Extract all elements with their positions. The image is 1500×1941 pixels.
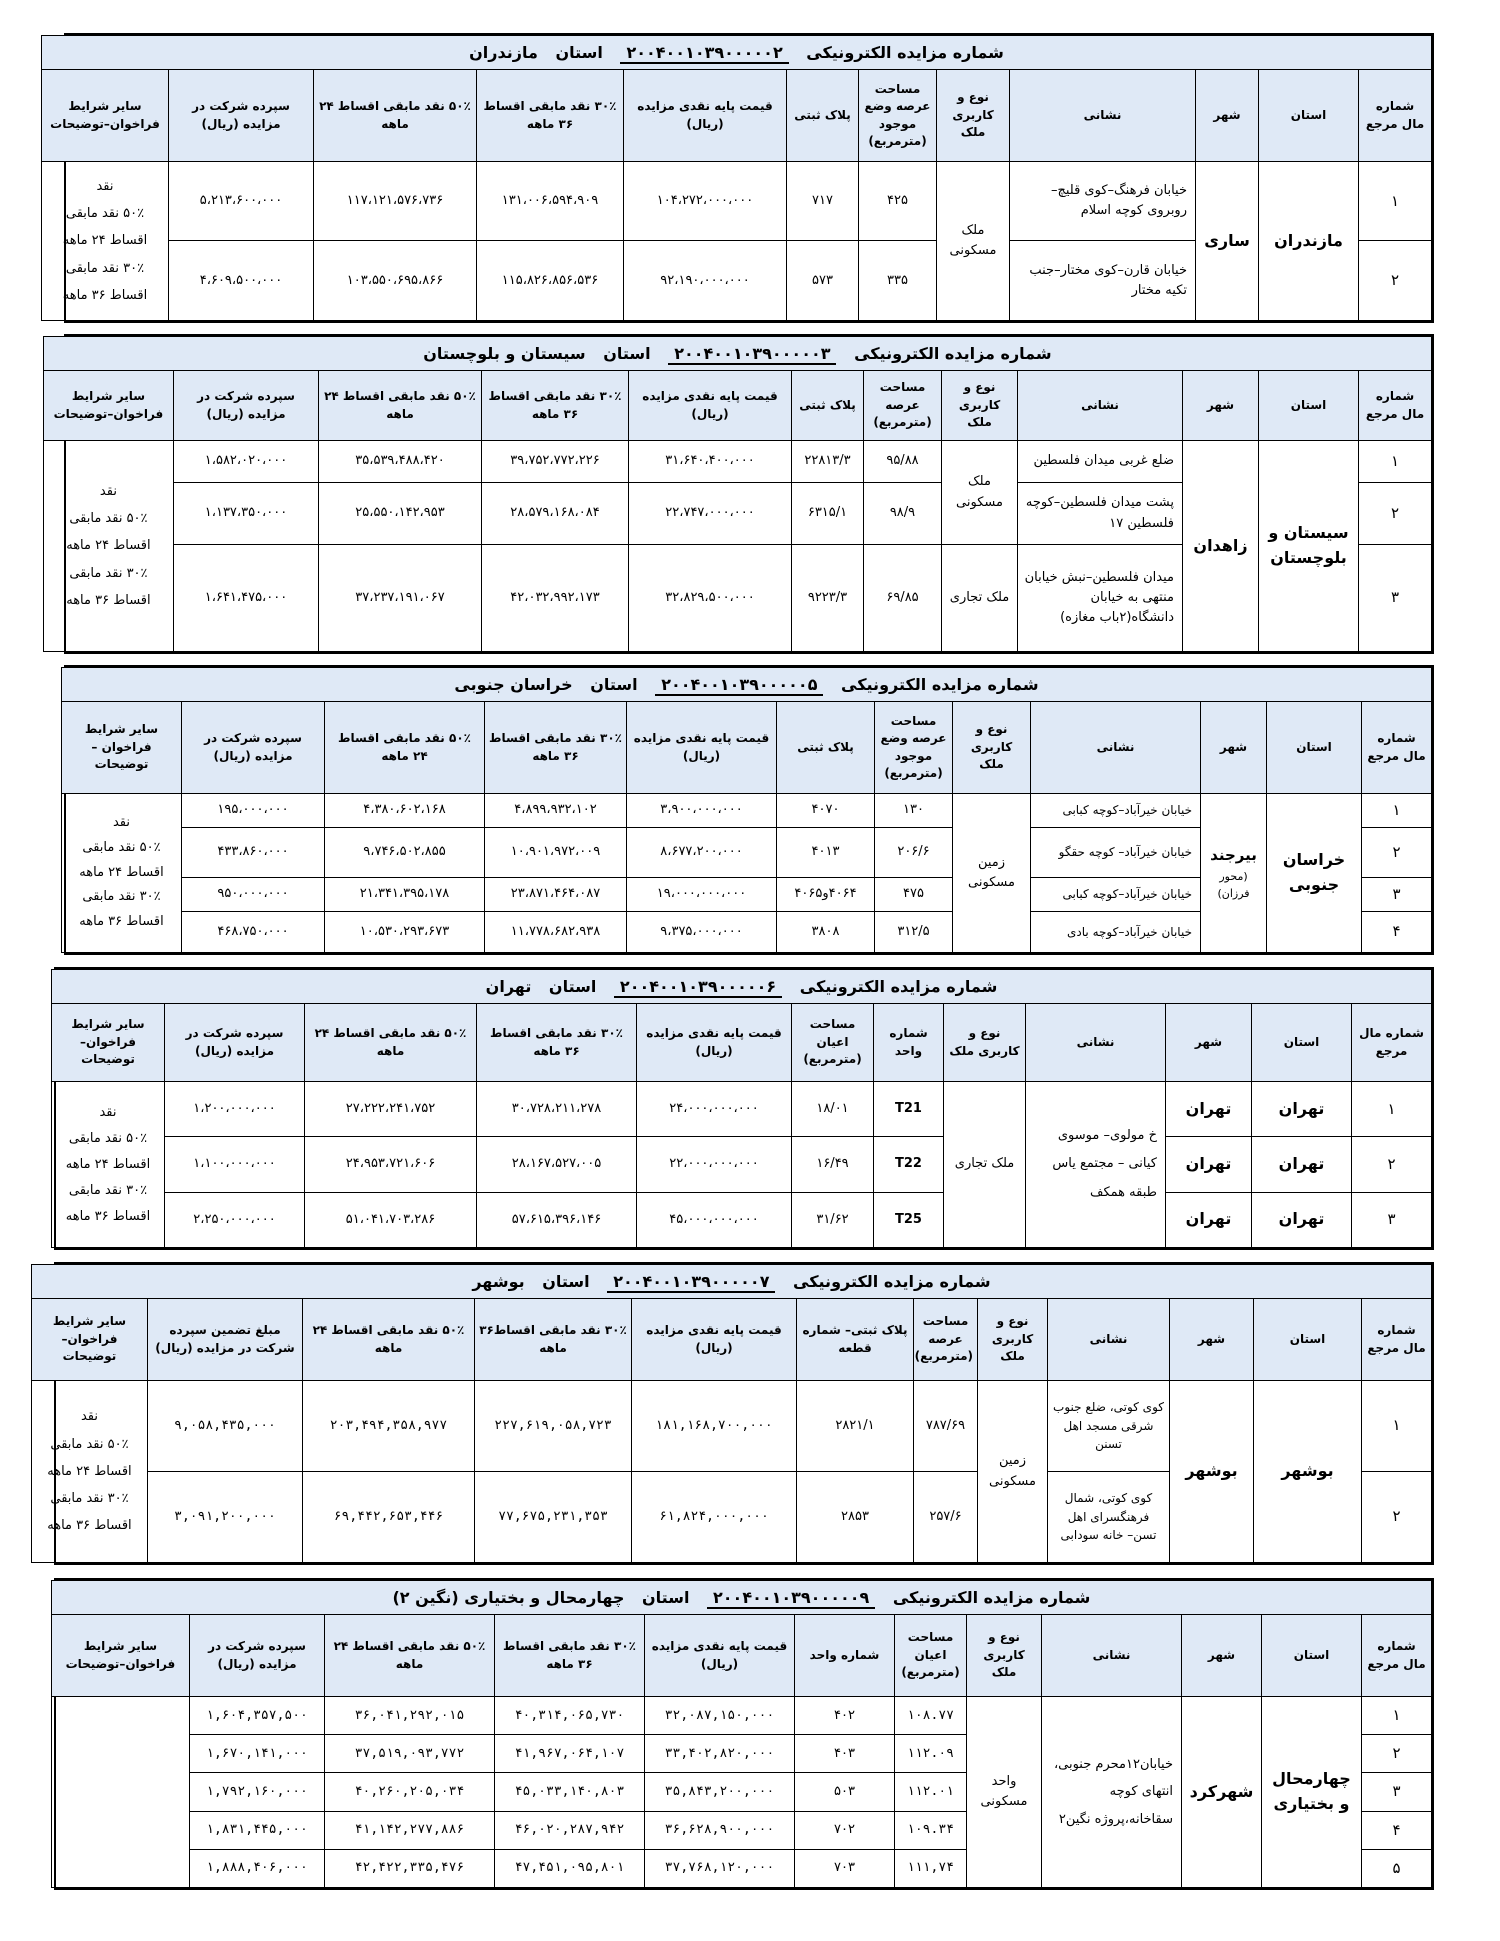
usage-cell: زمین مسکونی	[978, 1381, 1048, 1563]
table-row: ۲ خیابان خیرآباد– کوچه حقگو ۲۰۶/۶ ۴۰۱۳ ۸،۶۷۷،۲۰۰،۰۰۰ ۱۰،۹۰۱،۹۷۲،۰۰۹ ۹،۷۴۶،۵۰۲،۸۵۵ ۴۳۳،۸۶۰،۰۰۰	[61, 828, 1431, 878]
auction-block-mazandaran	[50, 33, 1434, 323]
address-cell: خیابان۱۲محرم جنوبی، انتهای کوچه سقاخانه،پروژه نگین۲	[1042, 1697, 1182, 1888]
col-ref: شماره مال مرجع	[1359, 70, 1432, 162]
address-cell: خیابان قارن–کوی مختار–جنب تکیه مختار	[1010, 241, 1196, 321]
col-address: نشانی	[1010, 70, 1196, 162]
auction-number: ۲۰۰۴۰۰۱۰۳۹۰۰۰۰۰۲	[620, 43, 788, 64]
auction-region: بوشهر	[472, 1271, 525, 1291]
col-usage: نوع و کاربری ملک	[937, 70, 1010, 162]
province-cell: چهارمحال و بختیاری	[1262, 1697, 1362, 1888]
auction-block-khorasan: شماره مزایده الکترونیکی ۲۰۰۴۰۰۱۰۳۹۰۰۰۰۰۵ استان خراسان جنوبی شماره مال مرجع استان شهر نشانی نوع و کاربری ملک مساحت عرصه وضع موجود (مترمربع) پلاک ثبتی قیمت پایه نقدی مزایده (ریال) ۳۰٪ نقد مابقی اقساط ۳۶ ماهه ۵۰٪ نقد مابقی اقساط ۲۴ ماهه سپرده شرکت در مزایده (ریال) سایر شرایط فراخوان –توضیحات ۱ خراسان جنوبی بیرجند (محور فرزان) خیابان خیرآباد–کوچه کبابی زمین مسکونی ۱۳۰ ۴۰۷۰ ۳،۹۰۰،۰۰۰،۰۰۰ ۴،۸۹۹،۹۳۲،۱۰۲ ۴،۳۸۰،۶۰۲،۱۶۸ ۱۹۵،۰۰۰،۰۰۰ نقد ۵۰٪ نقد مابقی اقساط ۲۴ ماهه ۳۰٪ نقد مابقی اقساط ۳۶ ماهه ۲ خیابان خیرآباد– کوچه حقگو ۲۰۶/۶ ۴۰۱۳ ۸،۶۷۷،۲۰۰،۰۰۰ ۱۰،۹۰۱،۹۷۲،۰۰۹ ۹،۷۴۶،۵۰۲،۸۵۵ ۴۳۳،۸۶۰،۰۰۰ ۳ خیابان خیرآباد–کوچه کبابی ۴۷۵ ۴۰۶۴و۴۰۶۵ ۱۹،۰۰۰،۰۰۰،۰۰۰ ۲۳،۸۷۱،۴۶۴،۰۸۷ ۲۱،۳۴۱،۳۹۵،۱۷۸ ۹۵۰،۰۰۰،۰۰۰ ۴ خیابان خیرآباد–کوچه بادی ۳۱۲/۵ ۳۸۰۸ ۹،۳۷۵،۰۰۰،۰۰۰ ۱۱،۷۷۸،۶۸۲،۹۳۸ ۱۰،۵۳۰،۲۹۳،۶۷۳ ۴۶۸،۷۵۰،۰۰۰	[64, 665, 1434, 955]
auction-region: چهارمحال و بختیاری (نگین ۲)	[392, 1587, 625, 1607]
conditions-cell: نقد ۵۰٪ نقد مابقی اقساط ۲۴ ماهه ۳۰٪ نقد مابقی اقساط ۳۶ ماهه	[61, 794, 181, 953]
table-row: ۲ تهران تهران T22 ۱۶/۴۹ ۲۲،۰۰۰،۰۰۰،۰۰۰ ۲۸،۱۶۷،۵۲۷،۰۰۵ ۲۴،۹۵۳،۷۲۱،۶۰۶ ۱،۱۰۰،۰۰۰،۰۰۰	[51, 1137, 1431, 1192]
auction-title: شماره مزایده الکترونیکی ۲۰۰۴۰۰۱۰۳۹۰۰۰۰۰۳ استان سیستان و بلوچستان	[43, 337, 1431, 371]
auction-number: ۲۰۰۴۰۰۱۰۳۹۰۰۰۰۰۳	[668, 344, 836, 365]
address-cell: خ مولوی– موسوی کیانی – مجتمع یاس طبقه همکف	[1026, 1082, 1166, 1248]
table-row: ۳ تهران تهران T25 ۳۱/۶۲ ۴۵،۰۰۰،۰۰۰،۰۰۰ ۵۷،۶۱۵،۳۹۶،۱۴۶ ۵۱،۰۴۱،۷۰۳،۲۸۶ ۲،۲۵۰،۰۰۰،۰۰۰	[51, 1192, 1431, 1247]
table-row: ۱ تهران تهران خ مولوی– موسوی کیانی – مجتمع یاس طبقه همکف ملک تجاری T21 ۱۸/۰۱ ۲۴،۰۰۰،۰۰۰،۰۰۰ ۳۰،۷۲۸،۲۱۱،۲۷۸ ۲۷،۲۲۲،۲۴۱،۷۵۲ ۱،۲۰۰،۰۰۰،۰۰۰ نقد ۵۰٪ نقد مابقی اقساط ۲۴ ماهه ۳۰٪ نقد مابقی اقساط ۳۶ ماهه	[51, 1082, 1431, 1137]
table-row: ۲ پشت میدان فلسطین–کوچه فلسطین ۱۷ ۹۸/۹ ۶۳۱۵/۱ ۲۲،۷۴۷،۰۰۰،۰۰۰ ۲۸،۵۷۹،۱۶۸،۰۸۴ ۲۵،۵۵۰،۱۴۲،۹۵۳ ۱،۱۳۷،۳۵۰،۰۰۰	[43, 483, 1431, 545]
conditions-cell: نقد ۵۰٪ نقد مابقی اقساط ۲۴ ماهه ۳۰٪ نقد مابقی اقساط ۳۶ ماهه	[51, 1082, 164, 1248]
table-row: ۳ ۱۱۲.۰۱ ۵۰۳ ۳۵,۸۴۳,۲۰۰,۰۰۰ ۴۵,۰۳۳,۱۴۰,۸۰۳ ۴۰,۲۶۰,۲۰۵,۰۳۴ ۱,۷۹۲,۱۶۰,۰۰۰	[51, 1773, 1431, 1811]
auction-number: ۲۰۰۴۰۰۱۰۳۹۰۰۰۰۰۹	[707, 1588, 875, 1609]
auction-title: شماره مزایده الکترونیکی ۲۰۰۴۰۰۱۰۳۹۰۰۰۰۰۹ استان چهارمحال و بختیاری (نگین ۲)	[51, 1581, 1431, 1615]
city-cell: شهرکرد	[1182, 1697, 1262, 1888]
conditions-cell	[51, 1697, 189, 1888]
auction-region: تهران	[485, 976, 532, 996]
table-row: ۱ چهارمحال و بختیاری شهرکرد خیابان۱۲محرم جنوبی، انتهای کوچه سقاخانه،پروژه نگین۲ واحد مسکونی ۱۰۸.۷۷ ۴۰۲ ۳۲,۰۸۷,۱۵۰,۰۰۰ ۴۰,۳۱۴,۰۶۵,۷۳۰ ۳۶,۰۴۱,۲۹۲,۰۱۵ ۱,۶۰۴,۳۵۷,۵۰۰	[51, 1697, 1431, 1735]
auction-number: ۲۰۰۴۰۰۱۰۳۹۰۰۰۰۰۶	[614, 977, 782, 998]
table-row: ۵ ۱۱۱,۷۴ ۷۰۳ ۳۷,۷۶۸,۱۲۰,۰۰۰ ۴۷,۴۵۱,۰۹۵,۸۰۱ ۴۲,۴۲۲,۳۳۵,۴۷۶ ۱,۸۸۸,۴۰۶,۰۰۰	[51, 1849, 1431, 1887]
table-row: ۱ بوشهر بوشهر کوی کوتی، ضلع جنوب شرقی مسجد اهل تسنن زمین مسکونی ۷۸۷/۶۹ ۲۸۲۱/۱ ۱۸۱,۱۶۸,۷۰۰,۰۰۰ ۲۲۷,۶۱۹,۰۵۸,۷۲۳ ۲۰۳,۴۹۴,۳۵۸,۹۷۷ ۹,۰۵۸,۴۳۵,۰۰۰ نقد ۵۰٪ نقد مابقی اقساط ۲۴ ماهه ۳۰٪ نقد مابقی اقساط ۳۶ ماهه	[31, 1381, 1431, 1472]
table-row: ۲ خیابان قارن–کوی مختار–جنب تکیه مختار ۳۳۵ ۵۷۳ ۹۲،۱۹۰،۰۰۰،۰۰۰ ۱۱۵،۸۲۶،۸۵۶،۵۳۶ ۱۰۳،۵۵۰،۶۹۵،۸۶۶ ۴،۶۰۹،۵۰۰،۰۰۰	[41, 241, 1431, 321]
auction-title: شماره مزایده الکترونیکی ۲۰۰۴۰۰۱۰۳۹۰۰۰۰۰۵ استان خراسان جنوبی	[61, 668, 1431, 702]
auction-region: سیستان و بلوچستان	[423, 343, 586, 363]
province-cell: خراسان جنوبی	[1267, 794, 1362, 953]
usage-cell: ملک مسکونی	[942, 441, 1018, 545]
usage-cell: ملک تجاری	[944, 1082, 1026, 1248]
city-cell: بیرجند (محور فرزان)	[1201, 794, 1267, 953]
table-row: ۳ خیابان خیرآباد–کوچه کبابی ۴۷۵ ۴۰۶۴و۴۰۶۵ ۱۹،۰۰۰،۰۰۰،۰۰۰ ۲۳،۸۷۱،۴۶۴،۰۸۷ ۲۱،۳۴۱،۳۹۵،۱۷۸ ۹۵۰،۰۰۰،۰۰۰	[61, 878, 1431, 912]
table-row: ۱ خراسان جنوبی بیرجند (محور فرزان) خیابان خیرآباد–کوچه کبابی زمین مسکونی ۱۳۰ ۴۰۷۰ ۳،۹۰۰،۰۰۰،۰۰۰ ۴،۸۹۹،۹۳۲،۱۰۲ ۴،۳۸۰،۶۰۲،۱۶۸ ۱۹۵،۰۰۰،۰۰۰ نقد ۵۰٪ نقد مابقی اقساط ۲۴ ماهه ۳۰٪ نقد مابقی اقساط ۳۶ ماهه	[61, 794, 1431, 828]
auction-block-sistan: شماره مزایده الکترونیکی ۲۰۰۴۰۰۱۰۳۹۰۰۰۰۰۳ استان سیستان و بلوچستان شماره مال مرجع استان شهر نشانی نوع و کاربری ملک مساحت عرصه (مترمربع) پلاک ثبتی قیمت پایه نقدی مزایده (ریال) ۳۰٪ نقد مابقی اقساط ۳۶ ماهه ۵۰٪ نقد مابقی اقساط ۲۴ ماهه سپرده شرکت در مزایده (ریال) سایر شرایط فراخوان–توضیحات ۱ سیستان و بلوچستان زاهدان ضلع غربی میدان فلسطین ملک مسکونی ۹۵/۸۸ ۲۲۸۱۳/۳ ۳۱،۶۴۰،۴۰۰،۰۰۰ ۳۹،۷۵۲،۷۷۲،۲۲۶ ۳۵،۵۳۹،۴۸۸،۴۲۰ ۱،۵۸۲،۰۲۰،۰۰۰ نقد ۵۰٪ نقد مابقی اقساط ۲۴ ماهه ۳۰٪ نقد مابقی اقساط ۳۶ ماهه ۲ پشت میدان فلسطین–کوچه فلسطین ۱۷ ۹۸/۹ ۶۳۱۵/۱ ۲۲،۷۴۷،۰۰۰،۰۰۰ ۲۸،۵۷۹،۱۶۸،۰۸۴ ۲۵،۵۵۰،۱۴۲،۹۵۳ ۱،۱۳۷،۳۵۰،۰۰۰ ۳ میدان فلسطین–نبش خیابان منتهی به خیابان دانشگاه(۲باب مغازه) ملک تجاری ۶۹/۸۵ ۹۲۲۳/۳ ۳۲،۸۲۹،۵۰۰،۰۰۰ ۴۲،۰۳۲،۹۹۲،۱۷۳ ۳۷،۲۳۷،۱۹۱،۰۶۷ ۱،۶۴۱،۴۷۵،۰۰۰	[64, 334, 1434, 654]
col-area: مساحت عرصه وضع موجود (مترمربع)	[859, 70, 937, 162]
auction-block-tehran: شماره مزایده الکترونیکی ۲۰۰۴۰۰۱۰۳۹۰۰۰۰۰۶ استان تهران شماره مال مرجع استان شهر نشانی نوع و کاربری ملک شماره واحد مساحت اعیان (مترمربع) قیمت پایه نقدی مزایده (ریال) ۳۰٪ نقد مابقی اقساط ۳۶ ماهه ۵۰٪ نقد مابقی اقساط ۲۴ ماهه سپرده شرکت در مزایده (ریال) سایر شرایط فراخوان–توضیحات ۱ تهران تهران خ مولوی– موسوی کیانی – مجتمع یاس طبقه همکف ملک تجاری T21 ۱۸/۰۱ ۲۴،۰۰۰،۰۰۰،۰۰۰ ۳۰،۷۲۸،۲۱۱،۲۷۸ ۲۷،۲۲۲،۲۴۱،۷۵۲ ۱،۲۰۰،۰۰۰،۰۰۰ نقد ۵۰٪ نقد مابقی اقساط ۲۴ ماهه ۳۰٪ نقد مابقی اقساط ۳۶ ماهه ۲ تهران تهران T22 ۱۶/۴۹ ۲۲،۰۰۰،۰۰۰،۰۰۰ ۲۸،۱۶۷،۵۲۷،۰۰۵ ۲۴،۹۵۳،۷۲۱،۶۰۶ ۱،۱۰۰،۰۰۰،۰۰۰ ۳ تهران تهران T25 ۳۱/۶۲ ۴۵،۰۰۰،۰۰۰،۰۰۰ ۵۷،۶۱۵،۳۹۶،۱۴۶ ۵۱،۰۴۱،۷۰۳،۲۸۶ ۲،۲۵۰،۰۰۰،۰۰۰	[54, 967, 1434, 1250]
conditions-cell: نقد ۵۰٪ نقد مابقی اقساط ۲۴ ماهه ۳۰٪ نقد مابقی اقساط ۳۶ ماهه	[43, 441, 173, 652]
col-price: قیمت پایه نقدی مزایده (ریال)	[624, 70, 787, 162]
usage-cell: زمین مسکونی	[953, 794, 1031, 953]
table-row: ۱ سیستان و بلوچستان زاهدان ضلع غربی میدان فلسطین ملک مسکونی ۹۵/۸۸ ۲۲۸۱۳/۳ ۳۱،۶۴۰،۴۰۰،۰۰۰ ۳۹،۷۵۲،۷۷۲،۲۲۶ ۳۵،۵۳۹،۴۸۸،۴۲۰ ۱،۵۸۲،۰۲۰،۰۰۰ نقد ۵۰٪ نقد مابقی اقساط ۲۴ ماهه ۳۰٪ نقد مابقی اقساط ۳۶ ماهه	[43, 441, 1431, 483]
col-plate: پلاک ثبتی	[787, 70, 859, 162]
usage-cell: ملک تجاری	[942, 545, 1018, 652]
col-conditions: سایر شرایط فراخوان–توضیحات	[41, 70, 168, 162]
province-cell: مازندران	[1259, 162, 1359, 321]
province-cell: بوشهر	[1254, 1381, 1362, 1563]
col-province: استان	[1259, 70, 1359, 162]
col-city: شهر	[1196, 70, 1259, 162]
city-cell: ساری	[1196, 162, 1259, 321]
city-cell: بوشهر	[1170, 1381, 1254, 1563]
table-row: ۲ کوی کوتی، شمال فرهنگسرای اهل تسن– خانه سودابی ۲۵۷/۶ ۲۸۵۳ ۶۱,۸۲۴,۰۰۰,۰۰۰ ۷۷,۶۷۵,۲۳۱,۳۵۳ ۶۹,۴۴۲,۶۵۳,۴۴۶ ۳,۰۹۱,۲۰۰,۰۰۰	[31, 1471, 1431, 1562]
auction-region: خراسان جنوبی	[454, 674, 573, 694]
auction-title: شماره مزایده الکترونیکی ۲۰۰۴۰۰۱۰۳۹۰۰۰۰۰۲ استان مازندران	[41, 36, 1431, 70]
auction-title: شماره مزایده الکترونیکی ۲۰۰۴۰۰۱۰۳۹۰۰۰۰۰۷ استان بوشهر	[31, 1265, 1431, 1299]
auction-title: شماره مزایده الکترونیکی ۲۰۰۴۰۰۱۰۳۹۰۰۰۰۰۶ استان تهران	[51, 970, 1431, 1004]
auction-region: مازندران	[469, 42, 538, 62]
auction-block-chaharmahal: شماره مزایده الکترونیکی ۲۰۰۴۰۰۱۰۳۹۰۰۰۰۰۹ استان چهارمحال و بختیاری (نگین ۲) شماره مال مرجع استان شهر نشانی نوع و کاربری ملک مساحت اعیان (مترمربع) شماره واحد قیمت پایه نقدی مزایده (ریال) ۳۰٪ نقد مابقی اقساط ۳۶ ماهه ۵۰٪ نقد مابقی اقساط ۲۴ ماهه سپرده شرکت در مزایده (ریال) سایر شرایط فراخوان–توضیحات ۱ چهارمحال و بختیاری شهرکرد خیابان۱۲محرم جنوبی، انتهای کوچه سقاخانه،پروژه نگین۲ واحد مسکونی ۱۰۸.۷۷ ۴۰۲ ۳۲,۰۸۷,۱۵۰,۰۰۰ ۴۰,۳۱۴,۰۶۵,۷۳۰ ۳۶,۰۴۱,۲۹۲,۰۱۵ ۱,۶۰۴,۳۵۷,۵۰۰ ۲ ۱۱۲.۰۹ ۴۰۳ ۳۳,۴۰۲,۸۲۰,۰۰۰ ۴۱,۹۶۷,۰۶۴,۱۰۷ ۳۷,۵۱۹,۰۹۳,۷۷۲ ۱,۶۷۰,۱۴۱,۰۰۰ ۳ ۱۱۲.۰۱ ۵۰۳ ۳۵,۸۴۳,۲۰۰,۰۰۰ ۴۵,۰۳۳,۱۴۰,۸۰۳ ۴۰,۲۶۰,۲۰۵,۰۳۴ ۱,۷۹۲,۱۶۰,۰۰۰ ۴ ۱۰۹.۳۴ ۷۰۲ ۳۶,۶۲۸,۹۰۰,۰۰۰ ۴۶,۰۲۰,۲۸۷,۹۴۲ ۴۱,۱۴۲,۲۷۷,۸۸۶ ۱,۸۳۱,۴۴۵,۰۰۰ ۵ ۱۱۱,۷۴ ۷۰۳ ۳۷,۷۶۸,۱۲۰,۰۰۰ ۴۷,۴۵۱,۰۹۵,۸۰۱ ۴۲,۴۲۲,۳۳۵,۴۷۶ ۱,۸۸۸,۴۰۶,۰۰۰	[54, 1578, 1434, 1890]
usage-cell: واحد مسکونی	[967, 1697, 1042, 1888]
table-row: ۲ ۱۱۲.۰۹ ۴۰۳ ۳۳,۴۰۲,۸۲۰,۰۰۰ ۴۱,۹۶۷,۰۶۴,۱۰۷ ۳۷,۵۱۹,۰۹۳,۷۷۲ ۱,۶۷۰,۱۴۱,۰۰۰	[51, 1735, 1431, 1773]
col-24: ۵۰٪ نقد مابقی اقساط ۲۴ ماهه	[314, 70, 477, 162]
col-deposit: سپرده شرکت در مزایده (ریال)	[169, 70, 314, 162]
conditions-cell: نقد ۵۰٪ نقد مابقی اقساط ۲۴ ماهه ۳۰٪ نقد مابقی اقساط ۳۶ ماهه	[41, 162, 168, 321]
auction-number: ۲۰۰۴۰۰۱۰۳۹۰۰۰۰۰۵	[655, 675, 823, 696]
address-cell: خیابان فرهنگ–کوی قلیچ–روبروی کوچه اسلام	[1010, 162, 1196, 241]
conditions-cell: نقد ۵۰٪ نقد مابقی اقساط ۲۴ ماهه ۳۰٪ نقد مابقی اقساط ۳۶ ماهه	[31, 1381, 147, 1563]
auction-block-bushehr: شماره مزایده الکترونیکی ۲۰۰۴۰۰۱۰۳۹۰۰۰۰۰۷ استان بوشهر شماره مال مرجع استان شهر نشانی نوع و کاربری ملک مساحت عرصه (مترمربع) پلاک ثبتی– شماره قطعه قیمت پایه نقدی مزایده (ریال) ۳۰٪ نقد مابقی اقساط۳۶ ماهه ۵۰٪ نقد مابقی اقساط ۲۴ ماهه مبلغ تضمین سپرده شرکت در مزایده (ریال) سایر شرایط فراخوان–توضیحات ۱ بوشهر بوشهر کوی کوتی، ضلع جنوب شرقی مسجد اهل تسنن زمین مسکونی ۷۸۷/۶۹ ۲۸۲۱/۱ ۱۸۱,۱۶۸,۷۰۰,۰۰۰ ۲۲۷,۶۱۹,۰۵۸,۷۲۳ ۲۰۳,۴۹۴,۳۵۸,۹۷۷ ۹,۰۵۸,۴۳۵,۰۰۰ نقد ۵۰٪ نقد مابقی اقساط ۲۴ ماهه ۳۰٪ نقد مابقی اقساط ۳۶ ماهه ۲ کوی کوتی، شمال فرهنگسرای اهل تسن– خانه سودابی ۲۵۷/۶ ۲۸۵۳ ۶۱,۸۲۴,۰۰۰,۰۰۰ ۷۷,۶۷۵,۲۳۱,۳۵۳ ۶۹,۴۴۲,۶۵۳,۴۴۶ ۳,۰۹۱,۲۰۰,۰۰۰	[54, 1262, 1434, 1565]
table-row: ۴ ۱۰۹.۳۴ ۷۰۲ ۳۶,۶۲۸,۹۰۰,۰۰۰ ۴۶,۰۲۰,۲۸۷,۹۴۲ ۴۱,۱۴۲,۲۷۷,۸۸۶ ۱,۸۳۱,۴۴۵,۰۰۰	[51, 1811, 1431, 1849]
col-36: ۳۰٪ نقد مابقی اقساط ۳۶ ماهه	[477, 70, 624, 162]
city-cell: زاهدان	[1183, 441, 1259, 652]
table-row: ۳ میدان فلسطین–نبش خیابان منتهی به خیابان دانشگاه(۲باب مغازه) ملک تجاری ۶۹/۸۵ ۹۲۲۳/۳ ۳۲،۸۲۹،۵۰۰،۰۰۰ ۴۲،۰۳۲،۹۹۲،۱۷۳ ۳۷،۲۳۷،۱۹۱،۰۶۷ ۱،۶۴۱،۴۷۵،۰۰۰	[43, 545, 1431, 652]
auction-number: ۲۰۰۴۰۰۱۰۳۹۰۰۰۰۰۷	[607, 1272, 775, 1293]
usage-cell: ملک مسکونی	[937, 162, 1010, 321]
table-row: ۴ خیابان خیرآباد–کوچه بادی ۳۱۲/۵ ۳۸۰۸ ۹،۳۷۵،۰۰۰،۰۰۰ ۱۱،۷۷۸،۶۸۲،۹۳۸ ۱۰،۵۳۰،۲۹۳،۶۷۳ ۴۶۸،۷۵۰،۰۰۰	[61, 912, 1431, 953]
table-row: ۱ مازندران ساری خیابان فرهنگ–کوی قلیچ–روبروی کوچه اسلام ملک مسکونی ۴۲۵ ۷۱۷ ۱۰۴،۲۷۲،۰۰۰،۰۰۰ ۱۳۱،۰۰۶،۵۹۴،۹۰۹ ۱۱۷،۱۲۱،۵۷۶،۷۳۶ ۵،۲۱۳،۶۰۰،۰۰۰ نقد ۵۰٪ نقد مابقی اقساط ۲۴ ماهه ۳۰٪ نقد مابقی اقساط ۳۶ ماهه	[41, 162, 1431, 241]
province-cell: سیستان و بلوچستان	[1259, 441, 1359, 652]
